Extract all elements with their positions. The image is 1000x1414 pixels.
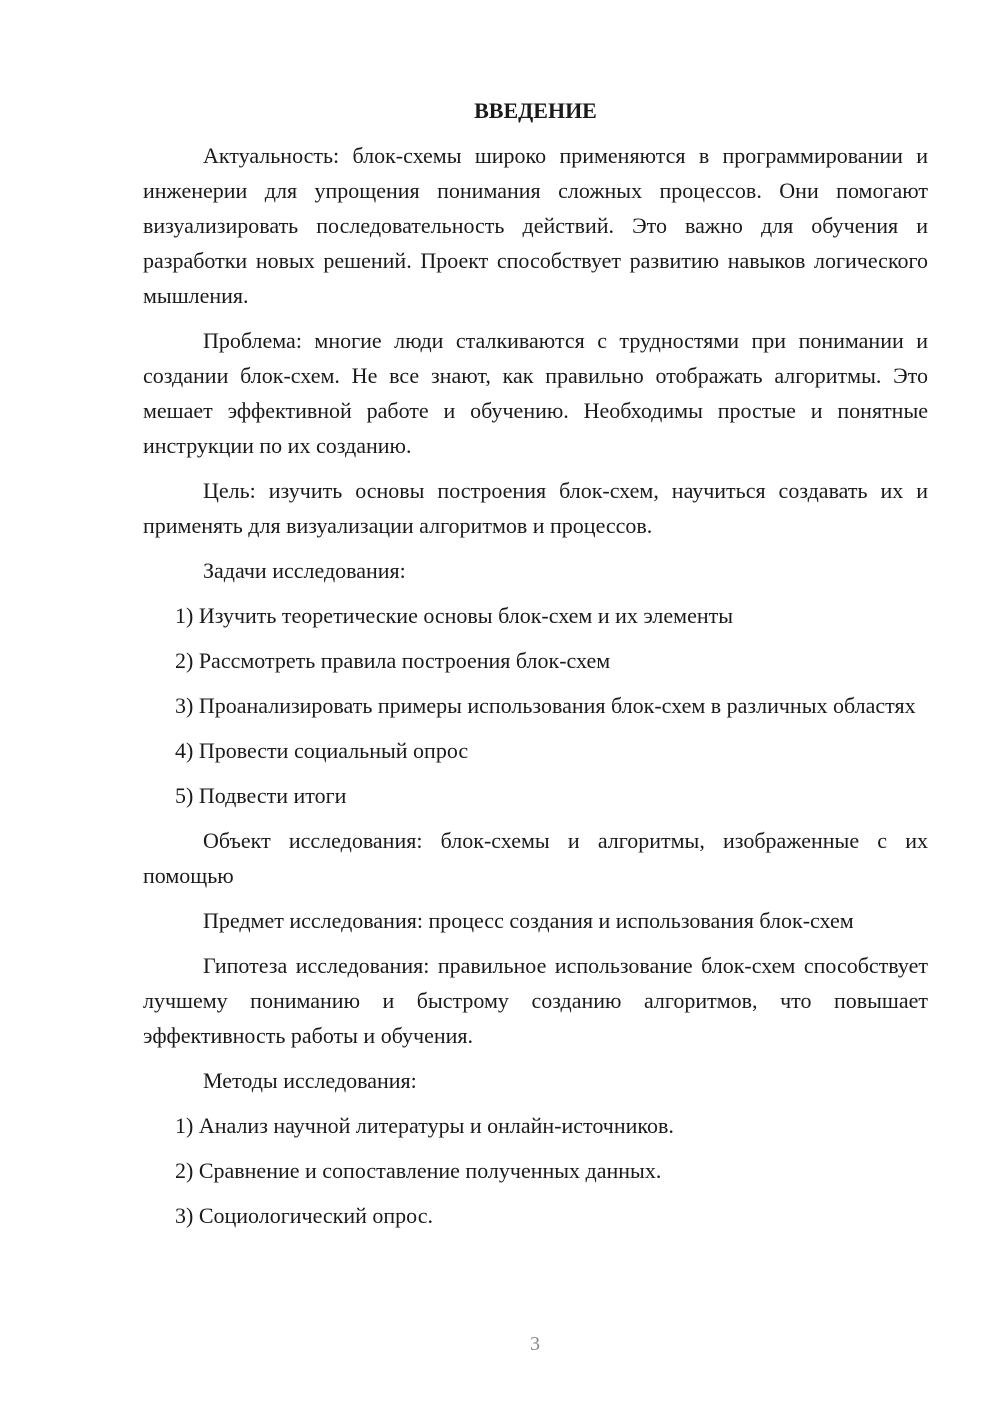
task-item: 3) Проанализировать примеры использования блок-схем в различных областях [175, 693, 916, 718]
subject-paragraph: Предмет исследования: процесс создания и использования блок-схем [203, 908, 854, 933]
method-item: 1) Анализ научной литературы и онлайн-источников. [175, 1113, 674, 1138]
goal-paragraph: Цель: изучить основы построения блок-схем, научиться создавать их и применять для визуализации алгоритмов и процессов. [143, 478, 928, 538]
task-item: 2) Рассмотреть правила построения блок-схем [175, 648, 611, 673]
task-item: 1) Изучить теоретические основы блок-схем и их элементы [175, 603, 734, 628]
document-page [143, 96, 928, 1243]
task-item: 5) Подвести итоги [175, 783, 347, 808]
task-item: 4) Провести социальный опрос [175, 738, 469, 763]
object-paragraph: Объект исследования: блок-схемы и алгоритмы, изображенные с их помощью [143, 828, 928, 888]
problem-paragraph: Проблема: многие люди сталкиваются с трудностями при понимании и создании блок-схем. Не все знают, как правильно отображать алгоритмы. Это мешает эффективной работе и обучению. Необходимы простые и понятные инструкции по их созданию. [143, 328, 928, 458]
method-item: 3) Социологический опрос. [175, 1203, 433, 1228]
methods-title: Методы исследования: [203, 1068, 417, 1093]
method-item: 2) Сравнение и сопоставление полученных данных. [175, 1158, 662, 1183]
page-title: ВВЕДЕНИЕ [474, 98, 597, 123]
hypothesis-paragraph: Гипотеза исследования: правильное использование блок-схем способствует лучшему пониманию и быстрому созданию алгоритмов, что повышает эффективность работы и обучения. [143, 953, 928, 1048]
page-number: 3 [530, 1333, 540, 1355]
tasks-title: Задачи исследования: [203, 558, 406, 583]
relevance-paragraph: Актуальность: блок-схемы широко применяются в программировании и инженерии для упрощения понимания сложных процессов. Они помогают визуализировать последовательность действий. Это важно для обучения и разработки новых решений. Проект способствует развитию навыков логического мышления. [143, 143, 928, 308]
